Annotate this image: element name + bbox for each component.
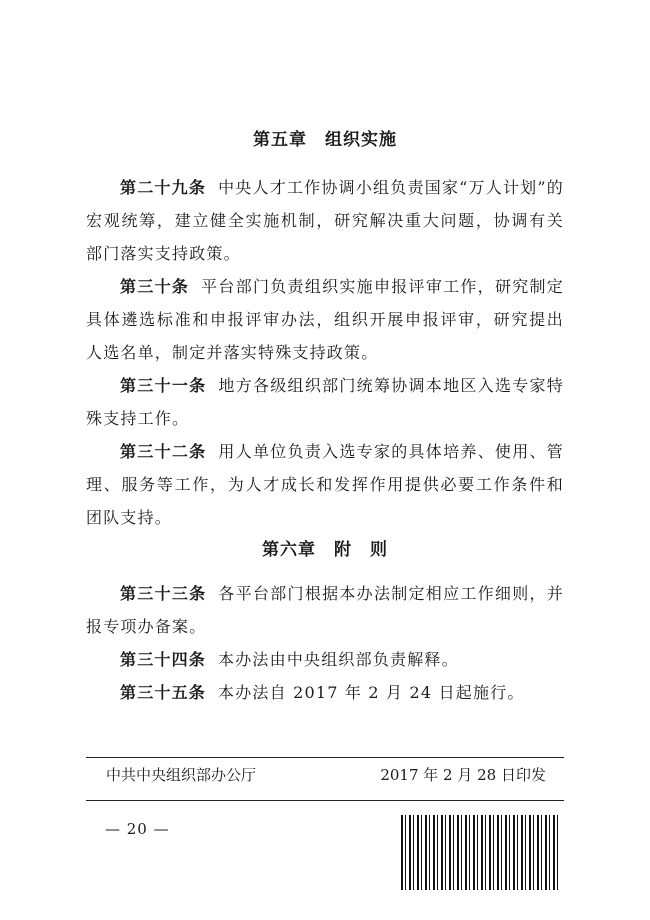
article-text: 地方各级组织部门统筹协调本地区入选专家特殊支持工作。 xyxy=(86,376,564,428)
article-text: 中央人才工作协调小组负责国家“万人计划”的宏观统筹，建立健全实施机制，研究解决重大问题，协调有关部门落实支持政策。 xyxy=(86,178,564,263)
chapter-6-title: 附 则 xyxy=(334,540,388,560)
chapter-6-heading xyxy=(0,535,650,560)
article-text: 本办法自 2017 年 2 月 24 日起施行。 xyxy=(218,683,525,702)
footer-top-rule xyxy=(86,757,564,758)
chapter-5-heading xyxy=(0,125,650,150)
article-number: 第三十三条 xyxy=(120,584,207,603)
article-text: 平台部门负责组织实施申报评审工作，研究制定具体遴选标准和申报评审办法，组织开展申报评审，研究提出人选名单，制定并落实特殊支持政策。 xyxy=(86,277,564,362)
article-31 xyxy=(86,369,564,435)
issue-footer xyxy=(106,764,546,785)
article-number: 第三十二条 xyxy=(120,442,207,461)
chapter-6-body xyxy=(86,577,564,709)
article-33 xyxy=(86,577,564,643)
article-number: 第二十九条 xyxy=(120,178,207,197)
chapter-6-label: 第六章 xyxy=(262,540,316,560)
article-number: 第三十一条 xyxy=(120,376,207,395)
article-34 xyxy=(86,643,564,676)
page-number: — 20 — xyxy=(105,820,170,838)
chapter-5-title: 组织实施 xyxy=(325,130,397,150)
article-text: 本办法由中央组织部负责解释。 xyxy=(218,650,459,669)
footer-bottom-rule xyxy=(86,800,564,801)
article-30 xyxy=(86,270,564,369)
article-text: 用人单位负责入选专家的具体培养、使用、管理、服务等工作，为人才成长和发挥作用提供必要工作条件和团队支持。 xyxy=(86,442,564,527)
article-29 xyxy=(86,171,564,270)
article-number: 第三十五条 xyxy=(120,683,207,702)
issue-date: 2017 年 2 月 28 日印发 xyxy=(380,766,546,784)
article-number: 第三十条 xyxy=(120,277,190,296)
article-32 xyxy=(86,435,564,534)
chapter-5-body xyxy=(86,171,564,534)
issuer-name: 中共中央组织部办公厅 xyxy=(106,766,257,784)
article-number: 第三十四条 xyxy=(120,650,207,669)
barcode-icon xyxy=(401,815,561,890)
article-35 xyxy=(86,676,564,709)
chapter-5-label: 第五章 xyxy=(253,130,307,150)
article-text: 各平台部门根据本办法制定相应工作细则，并报专项办备案。 xyxy=(86,584,564,636)
